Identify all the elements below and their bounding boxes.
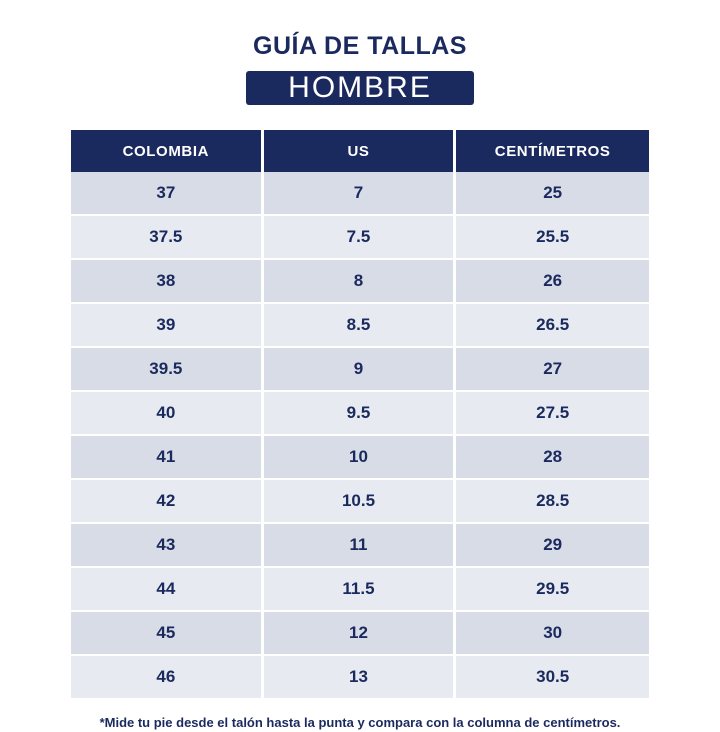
cell-colombia: 37 (71, 172, 264, 216)
table-row (71, 656, 649, 700)
cell-colombia: 38 (71, 260, 264, 304)
cell-us: 12 (264, 612, 457, 656)
cell-centimetros: 27 (456, 348, 649, 392)
cell-colombia: 41 (71, 436, 264, 480)
table-header-row (71, 130, 649, 172)
cell-us: 9 (264, 348, 457, 392)
cell-centimetros: 26 (456, 260, 649, 304)
table-row (71, 172, 649, 216)
cell-colombia: 42 (71, 480, 264, 524)
cell-us: 8 (264, 260, 457, 304)
cell-centimetros: 30.5 (456, 656, 649, 700)
table-row (71, 612, 649, 656)
size-table-body (71, 172, 649, 700)
cell-us: 7.5 (264, 216, 457, 260)
cell-us: 11 (264, 524, 457, 568)
footnote: *Mide tu pie desde el talón hasta la punta y compara con la columna de centímetros. (99, 715, 621, 730)
page-title: GUÍA DE TALLAS (253, 32, 467, 60)
cell-us: 10 (264, 436, 457, 480)
cell-us: 8.5 (264, 304, 457, 348)
table-row (71, 392, 649, 436)
table-row (71, 436, 649, 480)
column-header-centimetros: CENTÍMETROS (456, 130, 649, 172)
cell-centimetros: 25 (456, 172, 649, 216)
cell-colombia: 43 (71, 524, 264, 568)
cell-centimetros: 26.5 (456, 304, 649, 348)
cell-centimetros: 28.5 (456, 480, 649, 524)
cell-us: 11.5 (264, 568, 457, 612)
table-row (71, 568, 649, 612)
cell-colombia: 39.5 (71, 348, 264, 392)
cell-colombia: 46 (71, 656, 264, 700)
table-row (71, 480, 649, 524)
table-row (71, 260, 649, 304)
cell-centimetros: 30 (456, 612, 649, 656)
cell-colombia: 39 (71, 304, 264, 348)
table-row (71, 348, 649, 392)
cell-centimetros: 28 (456, 436, 649, 480)
cell-centimetros: 29.5 (456, 568, 649, 612)
column-header-colombia: COLOMBIA (71, 130, 264, 172)
size-table-head (71, 130, 649, 172)
cell-colombia: 45 (71, 612, 264, 656)
cell-centimetros: 27.5 (456, 392, 649, 436)
cell-us: 9.5 (264, 392, 457, 436)
cell-centimetros: 25.5 (456, 216, 649, 260)
size-table (71, 130, 649, 700)
cell-colombia: 37.5 (71, 216, 264, 260)
column-header-us: US (264, 130, 457, 172)
cell-us: 7 (264, 172, 457, 216)
cell-us: 13 (264, 656, 457, 700)
cell-colombia: 44 (71, 568, 264, 612)
gender-badge (246, 71, 474, 105)
cell-colombia: 40 (71, 392, 264, 436)
table-row (71, 304, 649, 348)
table-row (71, 216, 649, 260)
cell-centimetros: 29 (456, 524, 649, 568)
gender-badge-label: HOMBRE (288, 71, 432, 104)
cell-us: 10.5 (264, 480, 457, 524)
table-row (71, 524, 649, 568)
